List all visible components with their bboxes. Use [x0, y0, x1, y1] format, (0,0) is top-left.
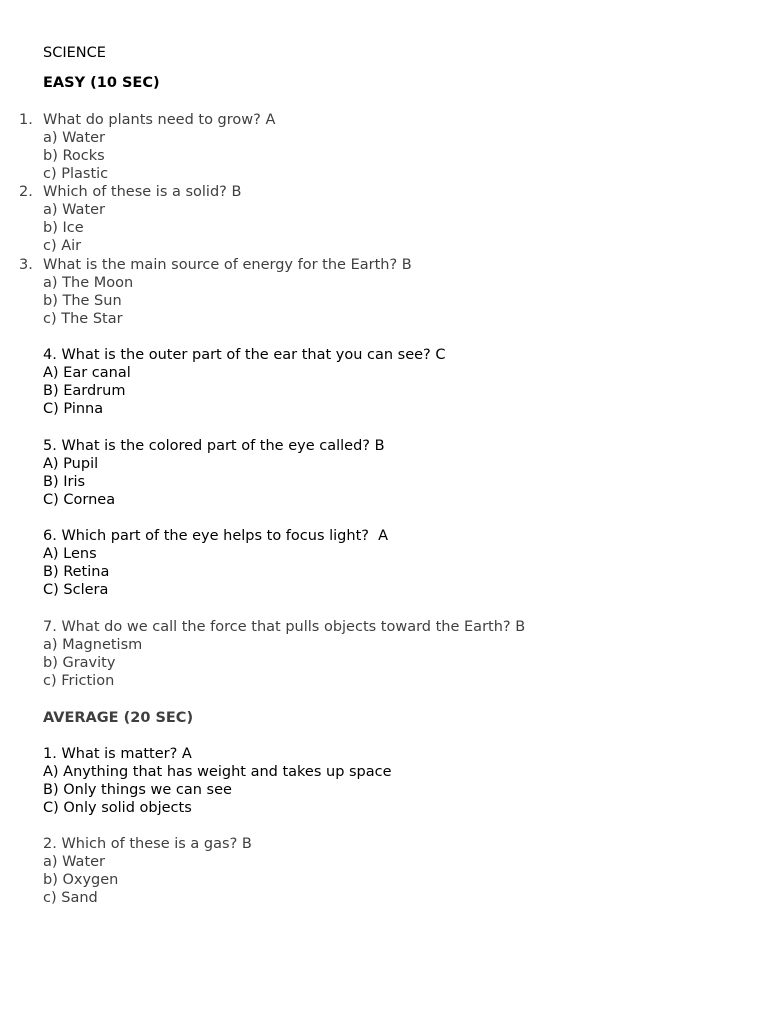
answer-choice: a) Water: [43, 130, 106, 146]
answer-choice: b) Ice: [43, 220, 84, 236]
question-text: 5. What is the colored part of the eye called? B: [43, 438, 385, 454]
answer-choice: B) Only things we can see: [43, 782, 232, 798]
question-text: 1. What is matter? A: [43, 746, 192, 762]
question-text: 6. Which part of the eye helps to focus light? A: [43, 528, 389, 544]
answer-choice: a) Magnetism: [43, 637, 143, 653]
answer-choice: c) Air: [43, 238, 82, 254]
question-text: Which of these is a solid? B: [43, 184, 242, 200]
list-number: 2.: [19, 184, 33, 200]
answer-choice: A) Lens: [43, 546, 97, 562]
answer-choice: c) The Star: [43, 311, 123, 327]
question-text: 2. Which of these is a gas? B: [43, 836, 252, 852]
average-heading: AVERAGE (20 SEC): [43, 710, 194, 726]
answer-choice: A) Anything that has weight and takes up space: [43, 764, 392, 780]
question-text: What do plants need to grow? A: [43, 112, 276, 128]
answer-choice: c) Sand: [43, 890, 98, 906]
subject-title: SCIENCE: [43, 45, 106, 61]
answer-choice: A) Ear canal: [43, 365, 131, 381]
list-number: 3.: [19, 257, 33, 273]
answer-choice: A) Pupil: [43, 456, 99, 472]
answer-choice: c) Friction: [43, 673, 115, 689]
answer-choice: b) Oxygen: [43, 872, 119, 888]
answer-choice: C) Cornea: [43, 492, 116, 508]
answer-choice: B) Retina: [43, 564, 110, 580]
easy-heading: EASY (10 SEC): [43, 75, 160, 91]
answer-choice: C) Sclera: [43, 582, 109, 598]
answer-choice: C) Only solid objects: [43, 800, 192, 816]
answer-choice: a) The Moon: [43, 275, 134, 291]
answer-choice: B) Eardrum: [43, 383, 126, 399]
question-text: 7. What do we call the force that pulls objects toward the Earth? B: [43, 619, 526, 635]
answer-choice: c) Plastic: [43, 166, 109, 182]
answer-choice: a) Water: [43, 854, 106, 870]
answer-choice: b) The Sun: [43, 293, 122, 309]
question-text: 4. What is the outer part of the ear that you can see? C: [43, 347, 446, 363]
list-number: 1.: [19, 112, 33, 128]
answer-choice: a) Water: [43, 202, 106, 218]
answer-choice: b) Rocks: [43, 148, 105, 164]
answer-choice: b) Gravity: [43, 655, 116, 671]
question-text: What is the main source of energy for the Earth? B: [43, 257, 412, 273]
answer-choice: B) Iris: [43, 474, 86, 490]
answer-choice: C) Pinna: [43, 401, 104, 417]
